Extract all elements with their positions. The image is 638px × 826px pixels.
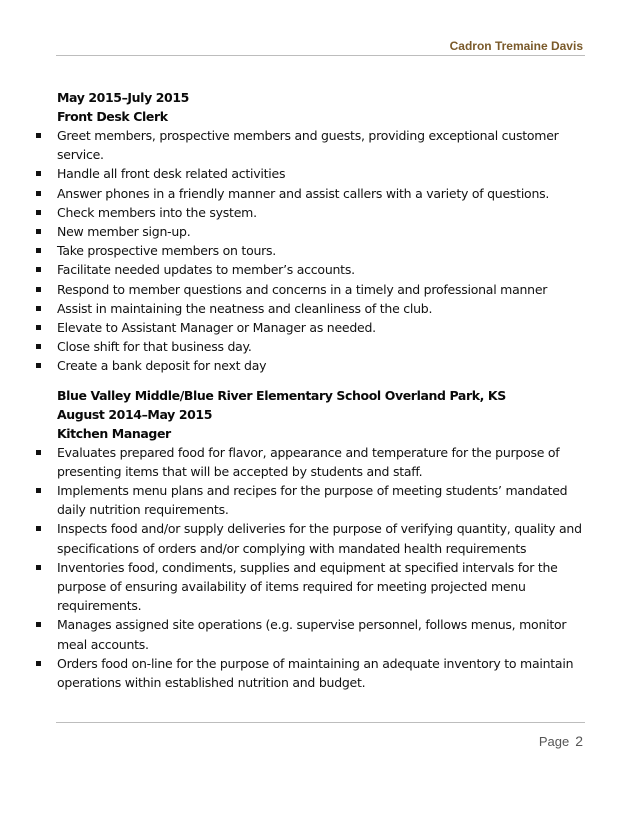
bullet-icon (36, 488, 41, 493)
bullet-icon (36, 267, 41, 272)
page-footer (539, 733, 583, 749)
header-rule (56, 55, 585, 56)
job-title: Front Desk Clerk (57, 109, 168, 124)
duty-item: Orders food on-line for the purpose of maintaining an adequate inventory to maintain operations within established nutrition and budget. (32, 654, 592, 692)
duty-item: Assist in maintaining the neatness and cleanliness of the club. (32, 299, 592, 318)
duty-item: Create a bank deposit for next day (32, 356, 592, 375)
duty-item: Close shift for that business day. (32, 337, 592, 356)
duty-item: Answer phones in a friendly manner and assist callers with a variety of questions. (32, 184, 592, 203)
job-kitchen-heading (32, 386, 592, 443)
duty-item: New member sign-up. (32, 222, 592, 241)
job-title: Kitchen Manager (57, 425, 171, 441)
page-number: 2 (575, 733, 583, 749)
bullet-icon (36, 171, 41, 176)
bullet-icon (36, 526, 41, 531)
duty-item: Greet members, prospective members and guests, providing exceptional customer service. (32, 126, 592, 164)
job-dates: May 2015–July 2015 (57, 90, 189, 105)
bullet-icon (36, 191, 41, 196)
bullet-icon (36, 565, 41, 570)
bullet-icon (36, 325, 41, 330)
job-employer: Blue Valley Middle/Blue River Elementary School Overland Park, KS (57, 387, 506, 403)
bullet-icon (36, 363, 41, 368)
duty-item: Inspects food and/or supply deliveries for the purpose of verifying quantity, quality and specifications of orders and/or complying with mandated health requirements (32, 519, 592, 557)
bullet-icon (36, 622, 41, 627)
duty-list (32, 443, 592, 693)
duty-item: Facilitate needed updates to member’s accounts. (32, 260, 592, 279)
bullet-icon (36, 287, 41, 292)
bullet-icon (36, 344, 41, 349)
bullet-icon (36, 229, 41, 234)
duty-item: Evaluates prepared food for flavor, appearance and temperature for the purpose of presenting items that will be accepted by students and staff. (32, 443, 592, 481)
duty-item: Implements menu plans and recipes for the purpose of meeting students’ mandated daily nutrition requirements. (32, 481, 592, 519)
bullet-icon (36, 306, 41, 311)
duty-item: Respond to member questions and concerns in a timely and professional manner (32, 280, 592, 299)
duty-item: Check members into the system. (32, 203, 592, 222)
duty-item: Manages assigned site operations (e.g. supervise personnel, follows menus, monitor meal accounts. (32, 615, 592, 653)
header-name: Cadron Tremaine Davis (449, 39, 583, 53)
duty-list (32, 126, 592, 376)
bullet-icon (36, 248, 41, 253)
duty-item: Elevate to Assistant Manager or Manager as needed. (32, 318, 592, 337)
resume-content (32, 88, 592, 702)
footer-rule (56, 722, 585, 723)
job-dates: August 2014–May 2015 (57, 406, 213, 422)
duty-item: Inventories food, condiments, supplies and equipment at specified intervals for the purpose of ensuring availability of items required for meeting projected menu requirements. (32, 558, 592, 616)
bullet-icon (36, 210, 41, 215)
bullet-icon (36, 133, 41, 138)
bullet-icon (36, 450, 41, 455)
bullet-icon (36, 661, 41, 666)
job-front-desk-heading (32, 88, 592, 126)
page-label: Page (538, 734, 570, 749)
duty-item: Handle all front desk related activities (32, 164, 592, 183)
duty-item: Take prospective members on tours. (32, 241, 592, 260)
